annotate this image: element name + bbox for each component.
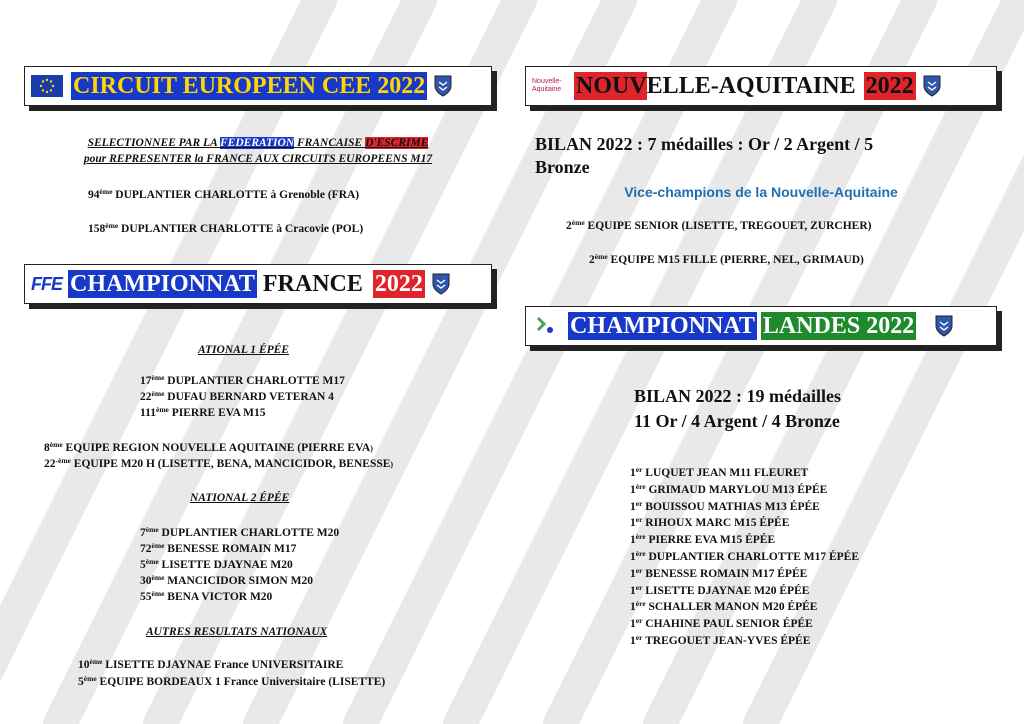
n1-result-1: 17ème DUPLANTIER CHARLOTTE M17 <box>140 373 345 387</box>
landes-bilan-line-1: BILAN 2022 : 19 médailles <box>634 386 841 406</box>
landes-result-8: 1er LISETTE DJAYNAE M20 ÉPÉE <box>630 583 810 597</box>
landes-result-1: 1er LUQUET JEAN M11 FLEURET <box>630 465 809 479</box>
cee-title: CIRCUIT EUROPEEN CEE 2022 <box>73 73 426 99</box>
na-title-part2: ELLE-AQUITAINE <box>646 73 856 99</box>
team-result-2: $22^{-ème}$ EQUIPE M20 H (LISETTE, BENA, MANCICIDOR, BENESSE) <box>44 456 394 470</box>
france-title-part1: CHAMPIONNAT <box>70 271 255 297</box>
landes-result-5: 1ère PIERRE EVA M15 ÉPÉE <box>630 532 776 546</box>
n2-result-2: 72ème BENESSE ROMAIN M17 <box>140 541 297 555</box>
na-title-part1: NOUV <box>576 73 647 99</box>
n2-result-4: 30ème MANCICIDOR SIMON M20 <box>140 573 313 587</box>
france-banner <box>24 264 492 304</box>
landes-title-part1: CHAMPIONNAT <box>570 313 755 339</box>
landes-result-4: 1er RIHOUX MARC M15 ÉPÉE <box>630 515 790 529</box>
france-title-part3: 2022 <box>374 271 423 297</box>
landes-result-9: 1ère SCHALLER MANON M20 ÉPÉE <box>630 599 818 613</box>
na-banner <box>525 66 997 106</box>
eu-flag-icon <box>31 75 63 97</box>
cee-result-1: 94ème DUPLANTIER CHARLOTTE à Grenoble (FRA) <box>88 187 360 201</box>
national-2-title: NATIONAL 2 ÉPÉE <box>190 492 290 504</box>
n1-result-3: 111ème PIERRE EVA M15 <box>140 405 266 419</box>
landes-logo-icon <box>532 314 560 338</box>
landes-result-2: 1ère GRIMAUD MARYLOU M13 ÉPÉE <box>630 482 828 496</box>
club-crest-icon <box>433 74 453 98</box>
club-crest-icon <box>934 314 954 338</box>
n2-result-3: 5ème LISETTE DJAYNAE M20 <box>140 557 293 571</box>
cee-banner <box>24 66 492 106</box>
landes-result-3: 1er BOUISSOU MATHIAS M13 ÉPÉE <box>630 499 820 513</box>
other-result-1: 10ème LISETTE DJAYNAE France UNIVERSITAIRE <box>78 657 344 671</box>
national-1-title: ATIONAL 1 ÉPÉE <box>198 344 289 356</box>
na-result-1: 2ème EQUIPE SENIOR (LISETTE, TREGOUET, ZURCHER) <box>566 218 872 232</box>
n2-result-5: 55ème BENA VICTOR M20 <box>140 589 273 603</box>
landes-result-10: 1er CHAHINE PAUL SENIOR ÉPÉE <box>630 616 813 630</box>
cee-selection-line-1: SELECTIONNEE PAR LA FEDERATION FRANCAISE D'ESCRIME <box>87 137 429 149</box>
landes-result-7: 1er BENESSE ROMAIN M17 ÉPÉE <box>630 566 808 580</box>
nouvelle-aquitaine-logo: Nouvelle- Aquitaine <box>532 78 562 93</box>
club-crest-icon <box>431 272 451 296</box>
landes-result-11: 1er TREGOUET JEAN-YVES ÉPÉE <box>630 633 811 647</box>
landes-result-6: 1ère DUPLANTIER CHARLOTTE M17 ÉPÉE <box>630 549 860 563</box>
team-result-1: 8ème EQUIPE REGION NOUVELLE AQUITAINE (PIERRE EVA) <box>44 440 373 454</box>
n1-result-2: 22ème DUFAU BERNARD VETERAN 4 <box>140 389 334 403</box>
na-vice-champions: Vice-champions de la Nouvelle-Aquitaine <box>624 184 898 200</box>
france-title-part2: FRANCE <box>262 271 363 297</box>
club-crest-icon <box>922 74 942 98</box>
other-result-2: 5ème EQUIPE BORDEAUX 1 France Universitaire (LISETTE) <box>78 674 386 688</box>
ffe-logo: FFE <box>31 273 62 294</box>
landes-title-part2: LANDES 2022 <box>762 313 915 339</box>
landes-bilan-line-2: 11 Or / 4 Argent / 4 Bronze <box>634 411 840 431</box>
n2-result-1: 7ème DUPLANTIER CHARLOTTE M20 <box>140 525 340 539</box>
na-bilan-line-1: BILAN 2022 : 7 médailles : Or / 2 Argent / 5 <box>535 134 874 154</box>
cee-result-2: 158ème DUPLANTIER CHARLOTTE à Cracovie (POL) <box>88 221 364 235</box>
cee-selection-line-2: pour REPRESENTER la FRANCE AUX CIRCUITS EUROPEENS M17 <box>83 153 433 165</box>
na-bilan-line-2: Bronze <box>535 157 590 177</box>
na-title-part3: 2022 <box>865 73 914 99</box>
na-result-2: 2ème EQUIPE M15 FILLE (PIERRE, NEL, GRIMAUD) <box>589 252 864 266</box>
landes-banner <box>525 306 997 346</box>
other-results-title: AUTRES RESULTATS NATIONAUX <box>146 626 328 638</box>
